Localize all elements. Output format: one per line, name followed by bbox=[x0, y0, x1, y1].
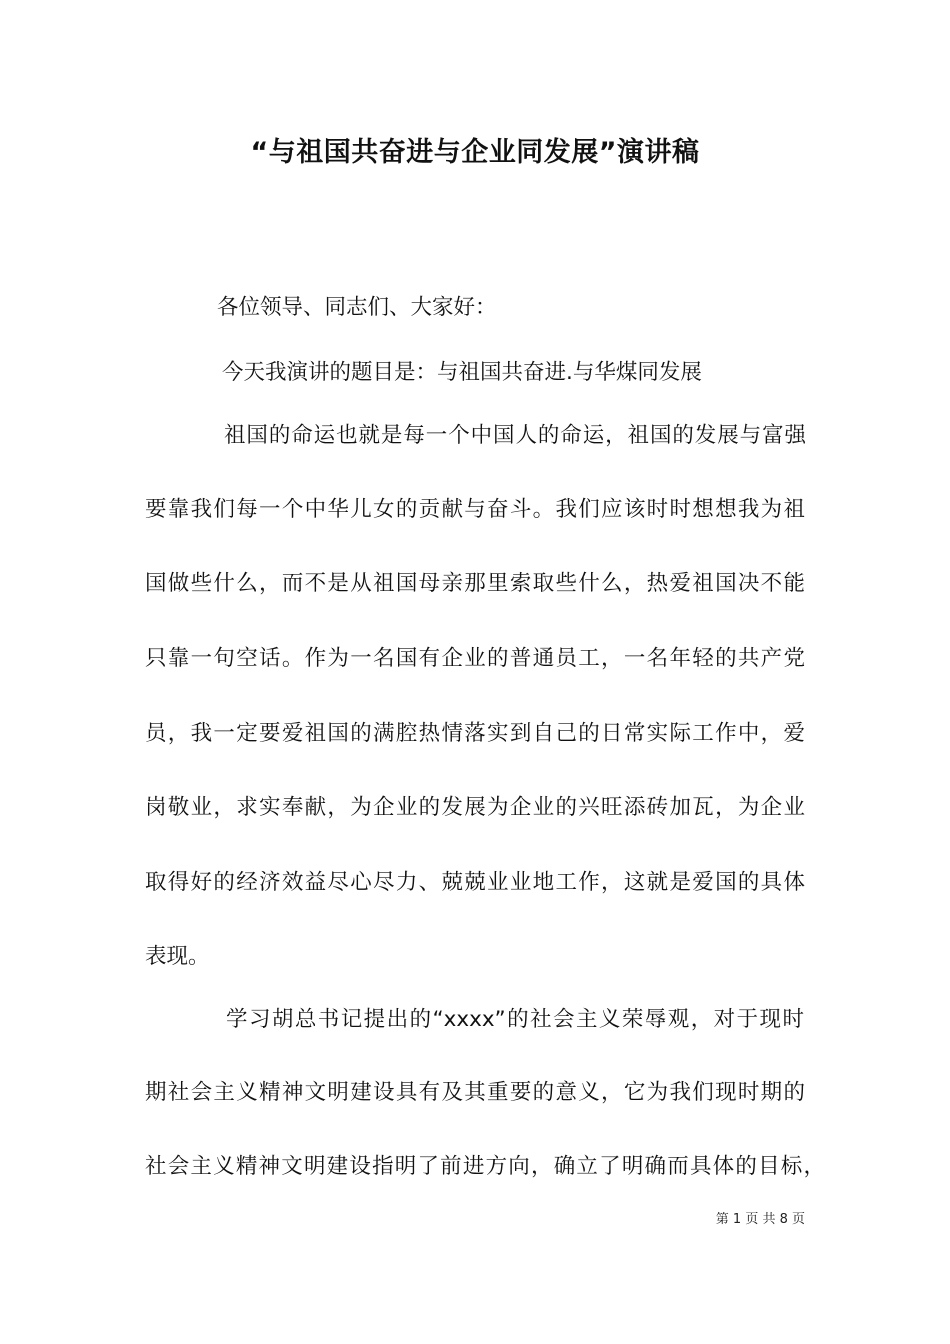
page-number-footer: 第 1 页 共 8 页 bbox=[715, 1212, 805, 1227]
paragraph-2-line-2: 期社会主义精神文明建设具有及其重要的意义，它为我们现时期的 bbox=[145, 1080, 805, 1105]
paragraph-1-line-5: 员，我一定要爱祖国的满腔热情落实到自己的日常实际工作中，爱 bbox=[145, 721, 805, 746]
paragraph-1-line-4: 只靠一句空话。作为一名国有企业的普通员工，一名年轻的共产党 bbox=[145, 646, 805, 671]
paragraph-1-line-3: 国做些什么，而不是从祖国母亲那里索取些什么，热爱祖国决不能 bbox=[145, 571, 805, 596]
paragraph-2-line-3: 社会主义精神文明建设指明了前进方向，确立了明确而具体的目标， bbox=[145, 1154, 825, 1179]
paragraph-2-line-1: 学习胡总书记提出的“xxxx”的社会主义荣辱观，对于现时 bbox=[226, 1007, 804, 1032]
paragraph-1-line-7: 取得好的经济效益尽心尽力、兢兢业业地工作，这就是爱国的具体 bbox=[145, 870, 805, 895]
paragraph-1-line-6: 岗敬业，求实奉献，为企业的发展为企业的兴旺添砖加瓦，为企业 bbox=[145, 795, 805, 820]
paragraph-1-line-2: 要靠我们每一个中华儿女的贡献与奋斗。我们应该时时想想我为祖 bbox=[145, 497, 805, 522]
document-title: “与祖国共奋进与企业同发展”演讲稿 bbox=[250, 137, 700, 168]
topic-line: 今天我演讲的题目是：与祖国共奋进.与华煤同发展 bbox=[222, 360, 702, 385]
greeting-line: 各位领导、同志们、大家好： bbox=[217, 295, 497, 320]
paragraph-1-line-8: 表现。 bbox=[145, 944, 210, 969]
paragraph-1-line-1: 祖国的命运也就是每一个中国人的命运，祖国的发展与富强 bbox=[224, 423, 806, 448]
